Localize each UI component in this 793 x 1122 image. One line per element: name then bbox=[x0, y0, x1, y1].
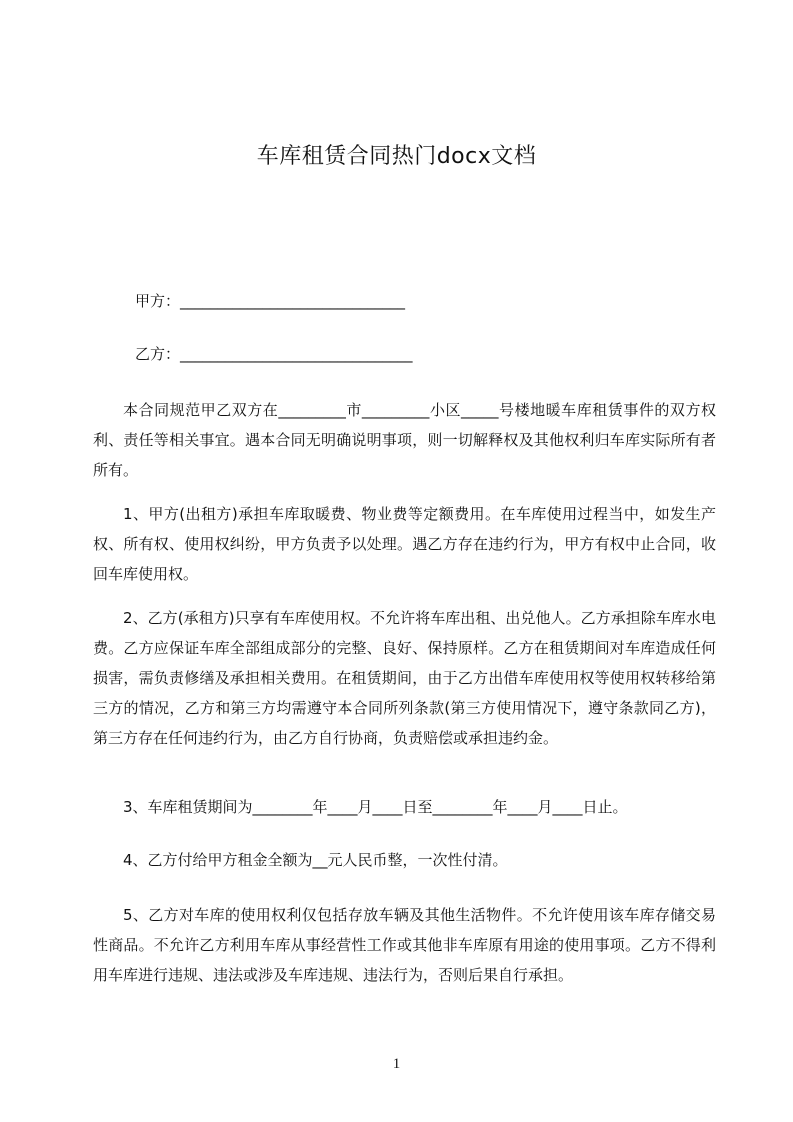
page-number: 1 bbox=[392, 1056, 401, 1072]
clause-2-paragraph: 2、乙方(承租方)只享有车库使用权。不允许将车库出租、出兑他人。乙方承担除车库水电费。乙方应保证车库全部组成部分的完整、良好、保持原样。乙方在租赁期间对车库造成任何损害，需负责修缮及承担相关费用。在租赁期间，由于乙方出借车库使用权等使用权转移给第三方的情况，乙方和第三方均需遵守本合同所列条款(第三方使用情况下，遵守条款同乙方)，第三方存在任何违约行为，由乙方自行协商，负责赔偿或承担违约金。 bbox=[93, 609, 716, 747]
party-a-line: 甲方：______________________________ bbox=[135, 292, 406, 310]
clause-5-paragraph: 5、乙方对车库的使用权利仅包括存放车辆及其他生活物件。不允许使用该车库存储交易性商品。不允许乙方利用车库从事经营性工作或其他非车库原有用途的使用事项。乙方不得利用车库进行违规、违法或涉及车库违规、违法行为，否则后果自行承担。 bbox=[93, 906, 716, 984]
clause-3-paragraph: 3、车库租赁期间为________年____月____日至________年____月____日止。 bbox=[123, 798, 628, 816]
document-title: 车库租赁合同热门docx文档 bbox=[256, 144, 537, 169]
party-b-line: 乙方：_______________________________ bbox=[135, 345, 413, 363]
clause-1-paragraph: 1、甲方(出租方)承担车库取暖费、物业费等定额费用。在车库使用过程当中，如发生产权、所有权、使用权纠纷，甲方负责予以处理。遇乙方存在违约行为，甲方有权中止合同，收回车库使用权。 bbox=[93, 505, 716, 583]
intro-paragraph: 本合同规范甲乙双方在_________市_________小区_____号楼地暖车库租赁事件的双方权利、责任等相关事宜。遇本合同无明确说明事项，则一切解释权及其他权利归车库实际所有者所有。 bbox=[93, 401, 716, 479]
clause-4-paragraph: 4、乙方付给甲方租金全额为__元人民币整，一次性付清。 bbox=[123, 851, 508, 869]
